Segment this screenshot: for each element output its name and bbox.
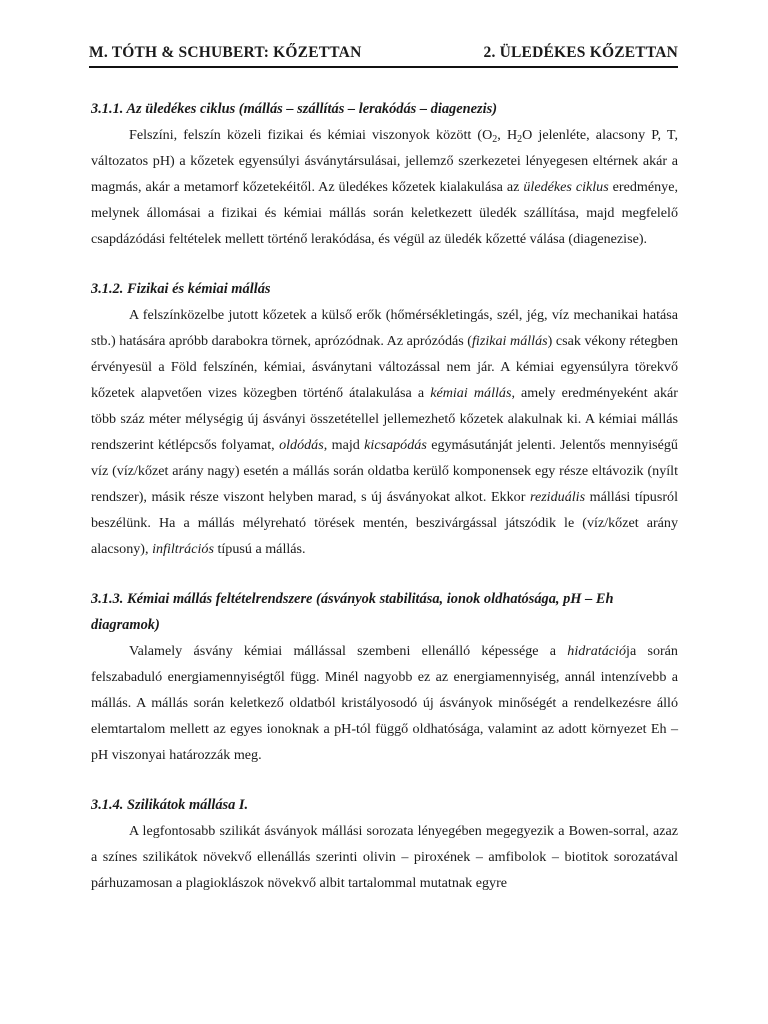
term-kicsapodas: kicsapódás [364,437,427,453]
section-heading-3-1-2: 3.1.2. Fizikai és kémiai mállás [91,281,271,297]
paragraph-3-1-3: Valamely ásvány kémiai mállással szembeni ellenálló képessége a hidratációja során felszabaduló energiamennyiségtől függ. Minél nagyobb ez az energiamennyiség, annál intenzívebb a mállás. A mállás során keletkező oldatból kristályosodó új ásványok minőségét a rendelkezésre álló elemtartalom mellett az egyes ionoknak a pH-tól függő oldhatósága, valamint az adott környezet Eh – pH viszonyai határozzák meg. [91,643,678,763]
header-authors-title: M. TÓTH & SCHUBERT: KŐZETTAN [89,44,362,61]
section-heading-3-1-4: 3.1.4. Szilikátok mállása I. [91,797,249,813]
term-hidratacio: hidratáció [567,643,627,659]
paragraph-3-1-4: A legfontosabb szilikát ásványok mállási sorozata lényegében megegyezik a Bowen-sorral, azaz a színes szilikátok növekvő ellenállás szerinti olivin – piroxének – amfibolok – biotitok sorozatával párhuzamosan a plagioklászok növekvő albit tartalommal mutatnak egyre [91,823,678,891]
term-fizikai-mallas: fizikai mállás [472,333,548,349]
term-oldodas: oldódás [279,437,324,453]
paragraph-3-1-2: A felszínközelbe jutott kőzetek a külső erők (hőmérsékletingás, szél, jég, víz mechanikai hatása stb.) hatására apróbb darabokra törnek, aprózódnak. Az aprózódás (fizikai mállás) csak vékony rétegben érvényesül a Föld felszínén, kémiai, ásványtani változással nem jár. A kémiai egyensúlyra törekvő kőzetek alapvetően vizes közegben történő átalakulása a kémiai mállás, amely eredményeként akár több száz méter mélységig új ásványi összetétellel jellemezhető kőzetek alakulnak ki. A kémiai mállás rendszerint kétlépcsős folyamat, oldódás, majd kicsapódás egymásutánját jelenti. Jelentős mennyiségű víz (víz/kőzet arány nagy) esetén a mállás során oldatba kerülő komponensek egy része eltávozik (nyílt rendszer), másik része viszont helyben marad, s új ásványokat alkot. Ekkor reziduális mállási típusról beszélünk. Ha a mállás mélyreható törések mentén, beszivárgással játszódik le (víz/kőzet arány alacsony), infiltrációs típusú a mállás. [91,307,679,557]
term-rezidualis: reziduális [529,489,586,505]
section-heading-3-1-3: 3.1.3. Kémiai mállás feltételrendszere (ásványok stabilitása, ionok oldhatósága, pH – Eh diagramok) [91,591,614,633]
section-heading-3-1-1: 3.1.1. Az üledékes ciklus (mállás – szállítás – lerakódás – diagenezis) [91,101,498,117]
term-uledekes-ciklus: üledékes ciklus [523,179,609,195]
term-infiltracios: infiltrációs [152,541,214,557]
page-header [89,42,678,68]
page-content [91,96,678,896]
paragraph-3-1-1: Felszíni, felszín közeli fizikai és kémiai viszonyok között ($O_2$, $H_2O$ jelenléte, alacsony P, T, változatos pH) a kőzetek egyensúlyi ásványtársulásai, jellemző szerkezetei lényegesen eltérnek akár a magmás, akár a metamorf kőzetekéitől. Az üledékes kőzetek kialakulása az üledékes ciklus eredménye, melynek állomásai a fizikai és kémiai mállás során keletkezett üledék szállítása, majd megfelelő csapdázódási feltételek mellett történő lerakódása, és végül az üledék kőzetté válása (diagenezise). [91,127,678,247]
header-chapter-title: 2. ÜLEDÉKES KŐZETTAN [483,44,678,61]
term-kemiai-mallas: kémiai mállás [430,385,512,401]
